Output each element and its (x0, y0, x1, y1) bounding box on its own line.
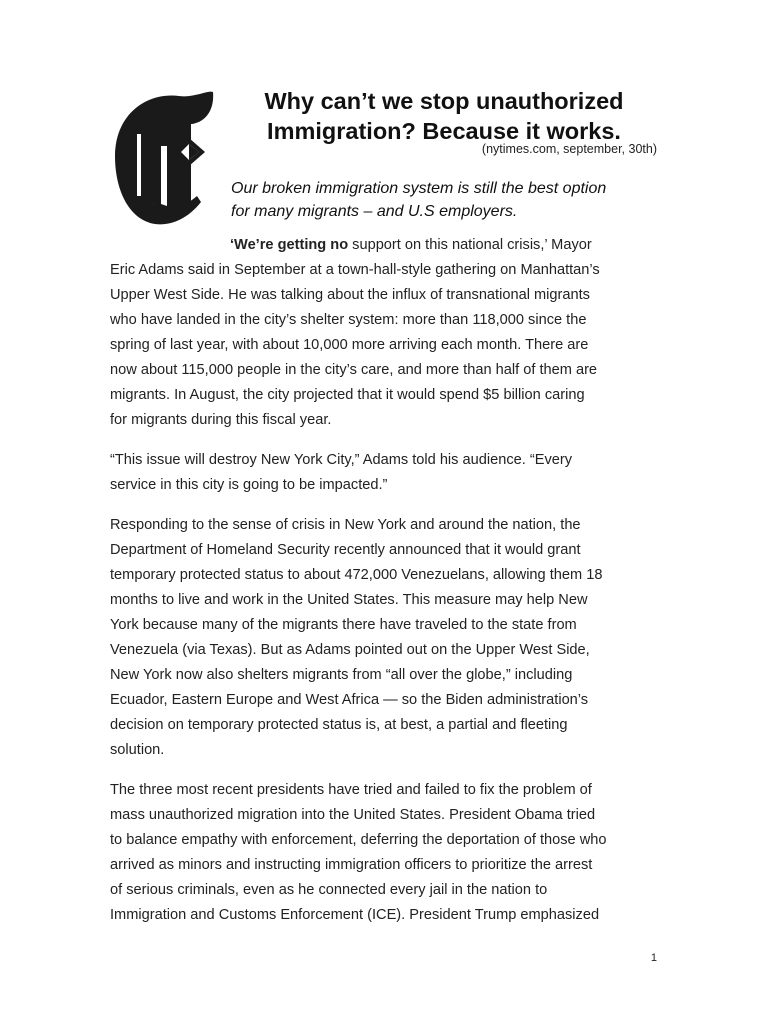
text-line: months to live and work in the United States. This measure may help New (110, 592, 588, 608)
text-line: Immigration and Customs Enforcement (ICE). President Trump emphasized (110, 907, 600, 923)
text-line: arrived as minors and instructing immigration officers to prioritize the arrest (110, 857, 593, 873)
lead-line-rest: support on this national crisis,’ Mayor (348, 237, 592, 253)
text-line: spring of last year, with about 10,000 more arriving each month. There are (110, 337, 589, 353)
text-line: service in this city is going to be impacted.” (110, 477, 388, 493)
subtitle-line: Our broken immigration system is still the best option (231, 180, 607, 197)
article-body (110, 233, 658, 943)
text-line: of serious criminals, even as he connected every jail in the nation to (110, 882, 548, 898)
nyt-t-logo (107, 86, 219, 226)
page-number: 1 (650, 952, 657, 964)
article-subtitle (231, 177, 671, 223)
text-line: who have landed in the city’s shelter system: more than 118,000 since the (110, 312, 587, 328)
subtitle-line: for many migrants – and U.S employers. (231, 203, 518, 220)
text-line: The three most recent presidents have tried and failed to fix the problem of (110, 782, 592, 798)
text-line: Responding to the sense of crisis in New York and around the nation, the (110, 517, 581, 533)
lead-in-bold: ‘We’re getting no (230, 237, 349, 253)
title-line: Immigration? Because it works. (267, 118, 621, 144)
article-title (228, 86, 660, 146)
text-line: for migrants during this fiscal year. (110, 412, 332, 428)
text-line: solution. (110, 742, 165, 758)
paragraph (110, 778, 658, 928)
text-line: “This issue will destroy New York City,” Adams told his audience. “Every (110, 452, 573, 468)
text-line: Department of Homeland Security recently announced that it would grant (110, 542, 581, 558)
text-line: now about 115,000 people in the city’s care, and more than half of them are (110, 362, 598, 378)
paragraph (110, 513, 658, 763)
text-line: Upper West Side. He was talking about the influx of transnational migrants (110, 287, 590, 303)
paragraph (110, 233, 658, 433)
text-line: decision on temporary protected status is, at best, a partial and fleeting (110, 717, 568, 733)
text-line: temporary protected status to about 472,000 Venezuelans, allowing them 18 (110, 567, 603, 583)
text-line: to balance empathy with enforcement, deferring the deportation of those who (110, 832, 607, 848)
text-line: Venezuela (via Texas). But as Adams pointed out on the Upper West Side, (110, 642, 590, 658)
title-line: Why can’t we stop unauthorized (264, 88, 624, 114)
text-line: York because many of the migrants there have traveled to the state from (110, 617, 577, 633)
text-line: Eric Adams said in September at a town-hall-style gathering on Manhattan’s (110, 262, 600, 278)
text-line: Ecuador, Eastern Europe and West Africa — so the Biden administration’s (110, 692, 589, 708)
text-line (110, 233, 658, 258)
text-line: New York now also shelters migrants from “all over the globe,” including (110, 667, 573, 683)
text-line: mass unauthorized migration into the United States. President Obama tried (110, 807, 596, 823)
article-source: (nytimes.com, september, 30th) (481, 142, 657, 156)
paragraph (110, 448, 658, 498)
text-line: migrants. In August, the city projected that it would spend $5 billion caring (110, 387, 585, 403)
